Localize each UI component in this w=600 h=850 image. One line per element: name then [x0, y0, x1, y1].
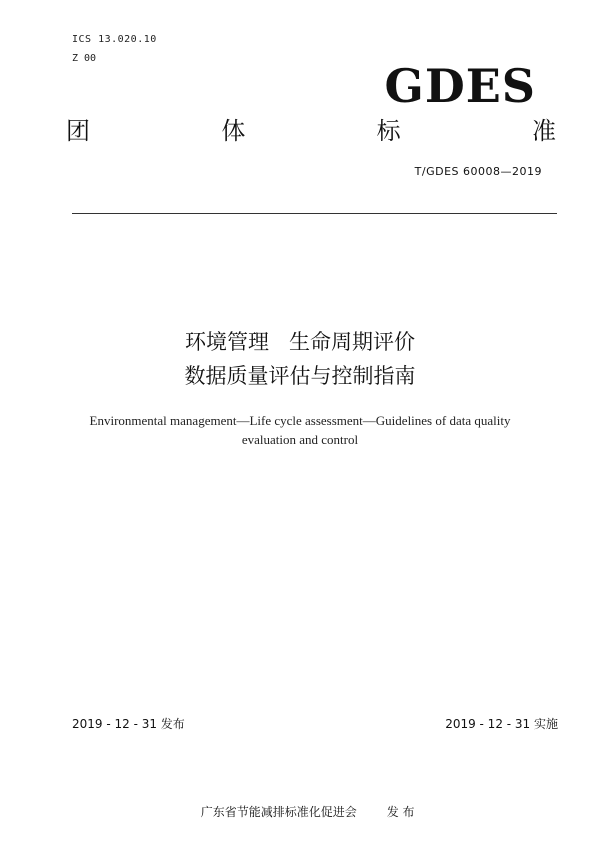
standard-type-char: 体 — [221, 117, 246, 145]
standard-type-heading — [66, 116, 556, 146]
publisher-name: 广东省节能减排标准化促进会 — [200, 805, 357, 819]
title-english — [0, 411, 600, 449]
ics-code: ICS 13.020.10 — [72, 34, 157, 45]
standard-number: T/GDES 60008—2019 — [414, 165, 542, 178]
implementation-date: 2019 - 12 - 31 实施 — [445, 717, 558, 731]
publisher-line — [0, 788, 600, 836]
title-english-line-2: evaluation and control — [241, 432, 359, 447]
title-english-line-1: Environmental management—Life cycle assessment—Guidelines of data quality — [89, 413, 511, 428]
standard-type-char: 准 — [531, 117, 556, 145]
header-divider — [72, 213, 557, 214]
title-chinese — [0, 325, 600, 393]
ccs-code: Z 00 — [72, 53, 97, 64]
title-chinese-line-2: 数据质量评估与控制指南 — [184, 364, 416, 388]
gdes-logo: GDES — [384, 59, 536, 113]
publisher-action: 发 布 — [386, 805, 415, 819]
standard-type-char: 团 — [66, 117, 90, 145]
standard-type-char: 标 — [376, 117, 401, 145]
title-chinese-line-1: 环境管理 生命周期评价 — [184, 330, 416, 354]
issue-date: 2019 - 12 - 31 发布 — [72, 717, 185, 731]
